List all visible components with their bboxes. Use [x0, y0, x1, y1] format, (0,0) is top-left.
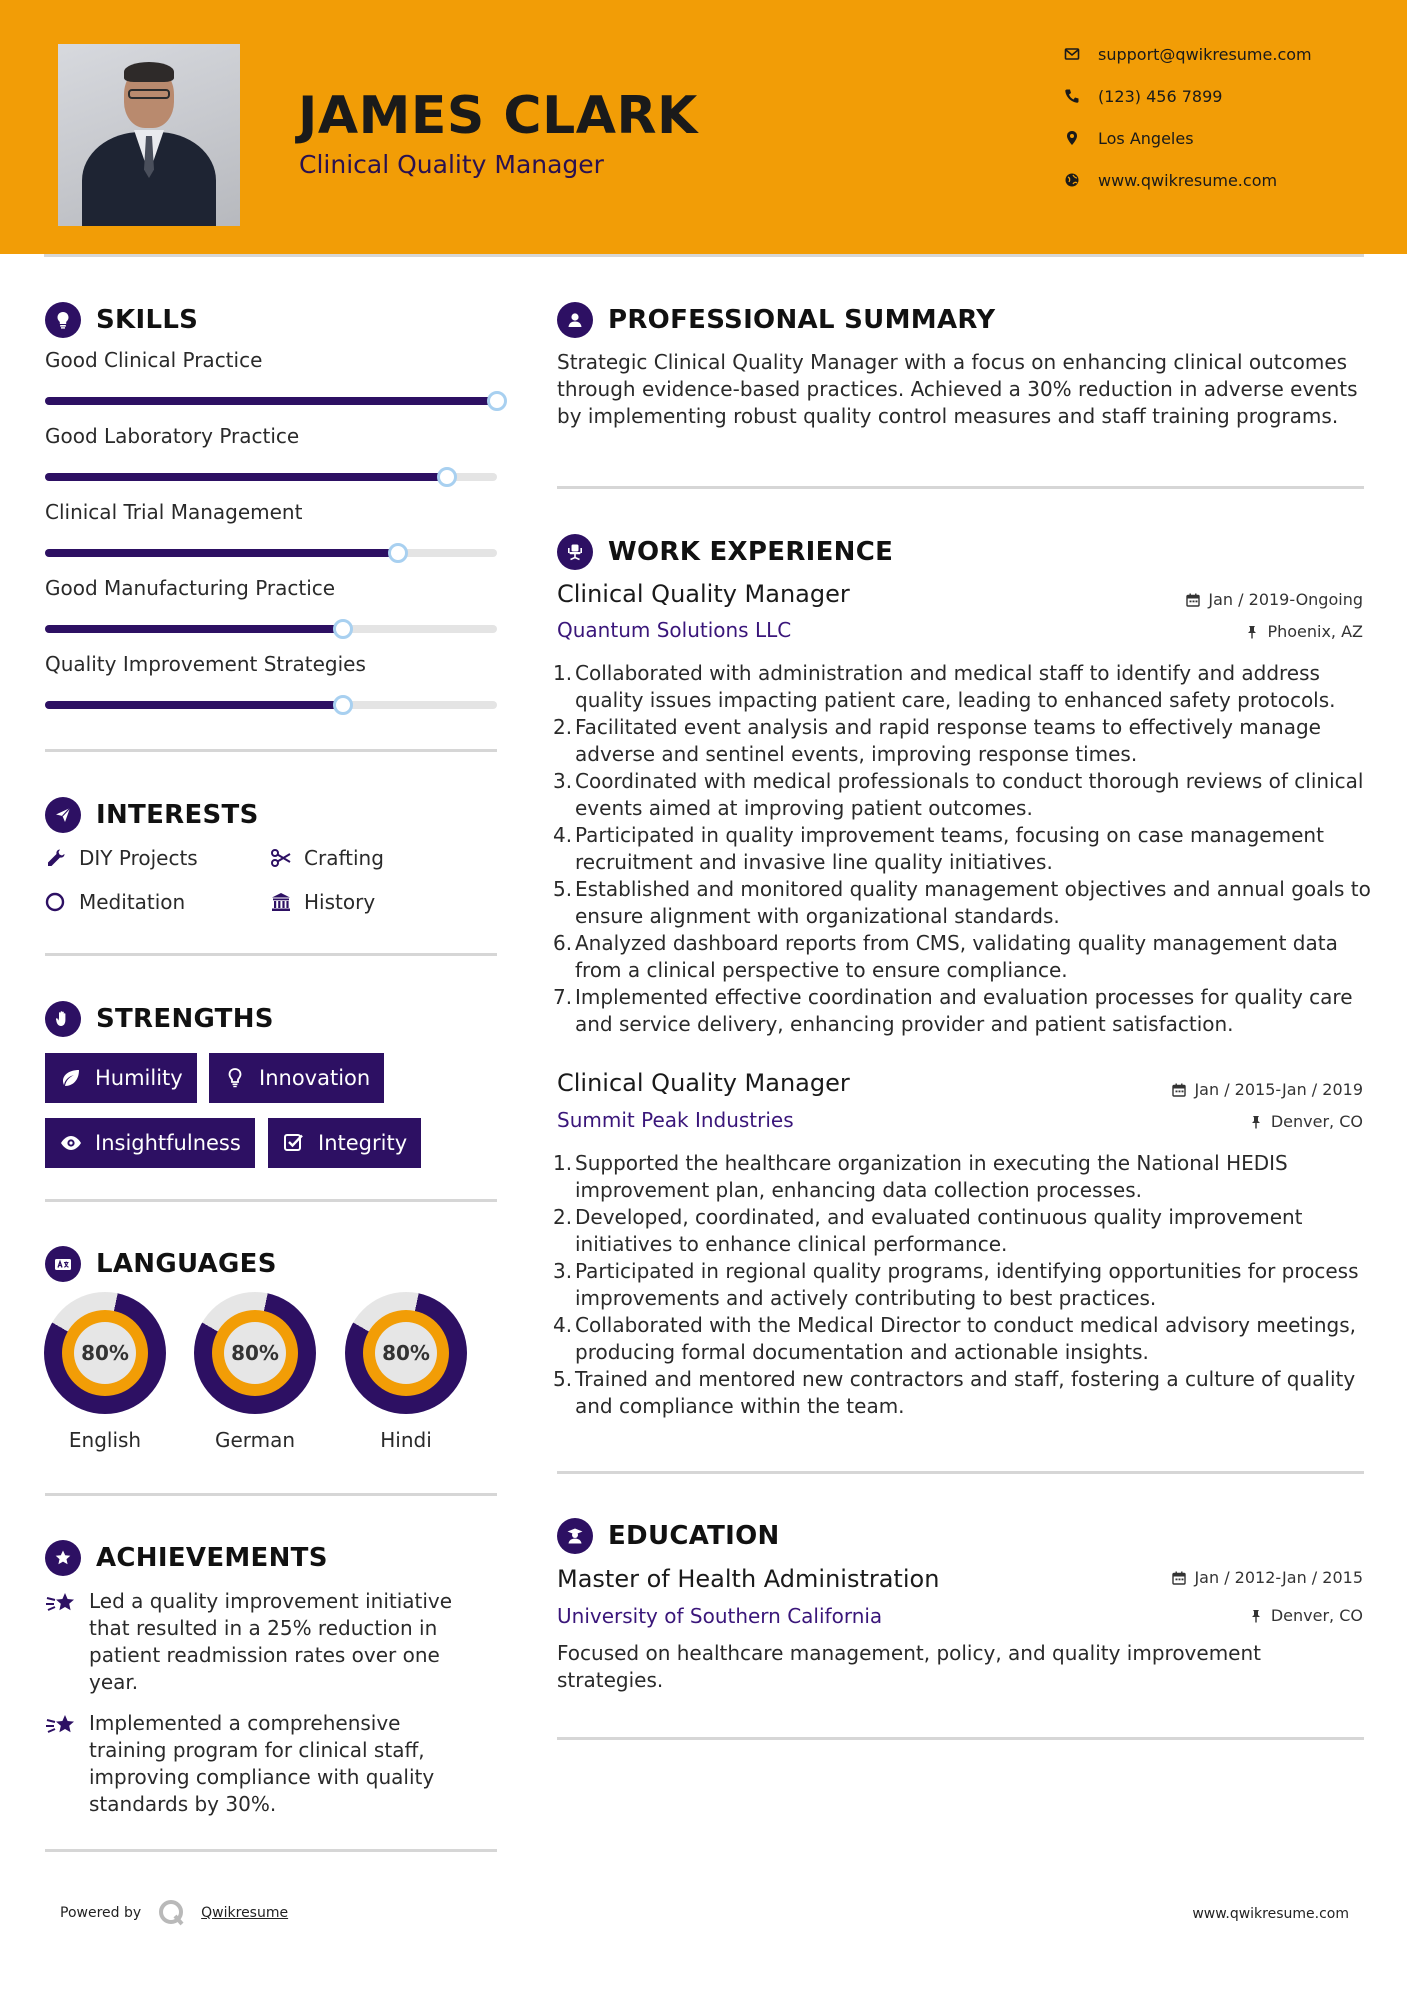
job-dates-text: Jan / 2015-Jan / 2019 — [1194, 1080, 1363, 1099]
skill-fill — [45, 397, 497, 405]
skill-handle — [333, 619, 353, 639]
footer-powered-by — [60, 1898, 288, 1928]
skill-fill — [45, 549, 398, 557]
duty-text: Collaborated with administration and medical staff to identify and address quality issues impacting patient care, leading to enhanced safety protocols. — [575, 661, 1336, 712]
job-title: Clinical Quality Manager — [557, 580, 850, 608]
pushpin-icon — [1245, 625, 1259, 639]
duty-item: 4. Collaborated with the Medical Director to conduct medical advisory meetings, producing formal documentation and actionable insights. — [553, 1313, 1356, 1364]
powered-by-text: Powered by — [60, 1905, 142, 1921]
user-icon — [557, 302, 593, 338]
interest-item — [270, 844, 384, 872]
skill-handle — [487, 391, 507, 411]
duty-item: 5. Established and monitored quality management objectives and annual goals to ensure alignment with organizational standards. — [553, 877, 1371, 928]
qwikresume-logo-icon — [157, 1898, 187, 1928]
contact-website[interactable] — [1064, 168, 1384, 192]
section-divider — [557, 1737, 1364, 1740]
strength-tag — [268, 1118, 421, 1168]
duty-item: 2. Facilitated event analysis and rapid response teams to effectively manage adverse and sentinel events, improving response times. — [553, 715, 1321, 766]
star-badge-icon — [45, 1540, 81, 1576]
calendar-icon — [1186, 593, 1200, 607]
skill-bar — [45, 397, 497, 405]
duty-text: Participated in quality improvement teams, focusing on case management recruitment and invasive line quality initiatives. — [575, 823, 1324, 874]
language-percent: 80% — [74, 1322, 136, 1384]
section-divider — [45, 1493, 497, 1496]
language-name: Hindi — [380, 1428, 432, 1452]
duty-item: 4. Participated in quality improvement teams, focusing on case management recruitment and invasive line quality initiatives. — [553, 823, 1324, 874]
interest-item — [45, 888, 185, 916]
job-location-text: Phoenix, AZ — [1267, 622, 1363, 641]
paper-plane-icon — [45, 797, 81, 833]
circle-icon — [45, 891, 67, 913]
skill-handle — [437, 467, 457, 487]
summary-text: Strategic Clinical Quality Manager with a focus on enhancing clinical outcomes through evidence-based practices. Achieved a 30% reduction in adverse events by implementing robust quality control measures and staff training programs. — [557, 350, 1358, 428]
skill-name: Clinical Trial Management — [45, 500, 303, 524]
contact-phone-text: (123) 456 7899 — [1098, 86, 1223, 106]
candidate-name: JAMES CLARK — [298, 86, 698, 146]
skill-handle — [333, 695, 353, 715]
duty-item: 1. Supported the healthcare organization in executing the National HEDIS improvement plan, enhancing data collection processes. — [553, 1151, 1288, 1202]
company-name: Summit Peak Industries — [557, 1108, 794, 1132]
education-title: EDUCATION — [608, 1521, 780, 1551]
skill-handle — [388, 543, 408, 563]
skill-item — [45, 348, 505, 372]
interests-heading — [45, 797, 259, 833]
duty-item: 5. Trained and mentored new contractors and staff, fostering a culture of quality and compliance within the team. — [553, 1367, 1356, 1418]
lightbulb-icon — [223, 1066, 247, 1090]
language-gauge — [44, 1292, 166, 1414]
strength-tag — [45, 1053, 197, 1103]
eye-icon — [59, 1131, 83, 1155]
skill-bar — [45, 473, 497, 481]
envelope-icon — [1064, 46, 1080, 62]
summary-heading — [557, 302, 995, 338]
candidate-title: Clinical Quality Manager — [299, 150, 604, 179]
header-divider — [44, 254, 1364, 257]
duty-text: Implemented effective coordination and evaluation processes for quality care and service delivery, enhancing provider and patient satisfaction. — [575, 985, 1353, 1036]
language-item — [30, 1292, 180, 1452]
interest-label: Meditation — [79, 890, 186, 914]
section-divider — [45, 953, 497, 956]
language-name: German — [214, 1428, 296, 1452]
strength-label: Integrity — [318, 1131, 408, 1155]
pushpin-icon — [1249, 1115, 1263, 1129]
footer-website-link[interactable]: www.qwikresume.com — [1192, 1906, 1349, 1922]
education-heading — [557, 1518, 780, 1554]
skill-fill — [45, 473, 447, 481]
duty-text: Supported the healthcare organization in executing the National HEDIS improvement plan, enhancing data collection processes. — [575, 1151, 1288, 1202]
skill-item — [45, 500, 505, 524]
globe-icon — [1064, 172, 1080, 188]
pushpin-icon — [1249, 1609, 1263, 1623]
duty-text: Participated in regional quality programs, identifying opportunities for process improvements and actively contributing to best practices. — [575, 1259, 1359, 1310]
job-dates — [1186, 590, 1363, 609]
section-divider — [557, 1471, 1364, 1474]
education-dates-text: Jan / 2012-Jan / 2015 — [1194, 1568, 1363, 1587]
section-divider — [45, 1199, 497, 1202]
duty-item: 3. Coordinated with medical professionals to conduct thorough reviews of clinical events aimed at improving patient outcomes. — [553, 769, 1364, 820]
contact-email[interactable] — [1064, 42, 1384, 66]
strength-tag — [209, 1053, 384, 1103]
duty-item: 3. Participated in regional quality programs, identifying opportunities for process improvements and actively contributing to best practices. — [553, 1259, 1359, 1310]
skill-name: Good Manufacturing Practice — [45, 576, 336, 600]
language-percent: 80% — [224, 1322, 286, 1384]
language-icon — [45, 1246, 81, 1282]
shooting-star-icon — [45, 1590, 79, 1618]
school-name: University of Southern California — [557, 1604, 883, 1628]
calendar-icon — [1172, 1571, 1186, 1585]
office-chair-icon — [557, 534, 593, 570]
phone-icon — [1064, 88, 1080, 104]
interest-label: History — [304, 890, 376, 914]
profile-photo — [58, 44, 240, 226]
contact-email-text: support@qwikresume.com — [1098, 44, 1312, 64]
education-dates — [1172, 1568, 1363, 1587]
duty-text: Analyzed dashboard reports from CMS, validating quality management data from a clinical perspective to ensure compliance. — [575, 931, 1338, 982]
contact-website-text: www.qwikresume.com — [1098, 170, 1278, 190]
education-text: Focused on healthcare management, policy, and quality improvement strategies. — [557, 1641, 1261, 1692]
achievements-heading — [45, 1540, 328, 1576]
languages-title: LANGUAGES — [96, 1249, 277, 1279]
skill-bar — [45, 549, 497, 557]
achievement-text: Led a quality improvement initiative that resulted in a 25% reduction in patient readmission rates over one year. — [89, 1589, 453, 1694]
duty-text: Developed, coordinated, and evaluated continuous quality improvement initiatives to enhance clinical performance. — [575, 1205, 1303, 1256]
language-item — [180, 1292, 330, 1452]
strength-label: Humility — [95, 1066, 183, 1090]
strength-tag — [45, 1118, 255, 1168]
education-location — [1249, 1606, 1363, 1625]
hand-icon — [45, 1001, 81, 1037]
header-banner — [0, 0, 1407, 254]
experience-title: WORK EXPERIENCE — [608, 537, 894, 567]
job-location — [1245, 622, 1363, 641]
duty-item: 6. Analyzed dashboard reports from CMS, validating quality management data from a clinical perspective to ensure compliance. — [553, 931, 1338, 982]
footer-brand-link[interactable]: Qwikresume — [201, 1905, 289, 1921]
company-name: Quantum Solutions LLC — [557, 618, 792, 642]
summary-title: PROFESSIONAL SUMMARY — [608, 305, 996, 335]
leaf-icon — [59, 1066, 83, 1090]
skill-item — [45, 652, 505, 676]
scissors-icon — [270, 847, 292, 869]
job-duties — [553, 1150, 1377, 1420]
language-item — [331, 1292, 481, 1452]
strength-label: Insightfulness — [95, 1131, 241, 1155]
duty-item: 7. Implemented effective coordination and evaluation processes for quality care and service delivery, enhancing provider and patient satisfaction. — [553, 985, 1353, 1036]
section-divider — [557, 486, 1364, 489]
wrench-icon — [45, 847, 67, 869]
museum-icon — [270, 891, 292, 913]
section-divider — [45, 1849, 497, 1852]
strengths-heading — [45, 1001, 274, 1037]
interest-item — [45, 844, 198, 872]
skills-title: SKILLS — [96, 305, 199, 335]
skill-name: Good Clinical Practice — [45, 348, 263, 372]
skill-item — [45, 424, 505, 448]
experience-heading — [557, 534, 893, 570]
job-dates — [1172, 1080, 1363, 1099]
language-gauge — [194, 1292, 316, 1414]
contact-location-text: Los Angeles — [1098, 128, 1194, 148]
achievement-item — [45, 1588, 475, 1696]
duty-item: 2. Developed, coordinated, and evaluated continuous quality improvement initiatives to enhance clinical performance. — [553, 1205, 1303, 1256]
interest-label: Crafting — [304, 846, 384, 870]
map-pin-icon — [1064, 130, 1080, 146]
skill-name: Quality Improvement Strategies — [45, 652, 366, 676]
skills-heading — [45, 302, 198, 338]
achievements-title: ACHIEVEMENTS — [96, 1543, 328, 1573]
achievement-text: Implemented a comprehensive training program for clinical staff, improving compliance with quality standards by 30%. — [89, 1711, 435, 1816]
skill-bar — [45, 701, 497, 709]
section-divider — [45, 749, 497, 752]
job-location — [1249, 1112, 1363, 1131]
job-title: Clinical Quality Manager — [557, 1069, 850, 1097]
graduate-icon — [557, 1518, 593, 1554]
contact-location — [1064, 126, 1384, 150]
languages-heading — [45, 1246, 277, 1282]
interest-item — [270, 888, 375, 916]
education-location-text: Denver, CO — [1270, 1606, 1363, 1625]
skill-bar — [45, 625, 497, 633]
job-dates-text: Jan / 2019-Ongoing — [1208, 590, 1363, 609]
job-location-text: Denver, CO — [1270, 1112, 1363, 1131]
duty-text: Established and monitored quality management objectives and annual goals to ensure alignment with organizational standards. — [575, 877, 1371, 928]
language-name: English — [68, 1428, 142, 1452]
language-percent: 80% — [375, 1322, 437, 1384]
shooting-star-icon — [45, 1712, 79, 1740]
duty-text: Facilitated event analysis and rapid response teams to effectively manage adverse and sentinel events, improving response times. — [575, 715, 1321, 766]
strength-label: Innovation — [259, 1066, 371, 1090]
contact-phone[interactable] — [1064, 84, 1384, 108]
strengths-title: STRENGTHS — [96, 1004, 274, 1034]
interest-label: DIY Projects — [79, 846, 198, 870]
skill-fill — [45, 625, 343, 633]
skill-name: Good Laboratory Practice — [45, 424, 300, 448]
calendar-icon — [1172, 1083, 1186, 1097]
duty-item: 1. Collaborated with administration and medical staff to identify and address quality issues impacting patient care, leading to enhanced safety protocols. — [553, 661, 1336, 712]
lightbulb-icon — [45, 302, 81, 338]
checkbox-icon — [282, 1131, 306, 1155]
duty-text: Trained and mentored new contractors and staff, fostering a culture of quality and compliance within the team. — [575, 1367, 1356, 1418]
skill-fill — [45, 701, 343, 709]
duty-text: Collaborated with the Medical Director to conduct medical advisory meetings, producing formal documentation and actionable insights. — [575, 1313, 1356, 1364]
duty-text: Coordinated with medical professionals to conduct thorough reviews of clinical events aimed at improving patient outcomes. — [575, 769, 1364, 820]
skill-item — [45, 576, 505, 600]
interests-title: INTERESTS — [96, 800, 259, 830]
achievement-item — [45, 1710, 475, 1818]
degree-title: Master of Health Administration — [557, 1565, 940, 1593]
job-duties — [553, 660, 1377, 1038]
language-gauge — [345, 1292, 467, 1414]
